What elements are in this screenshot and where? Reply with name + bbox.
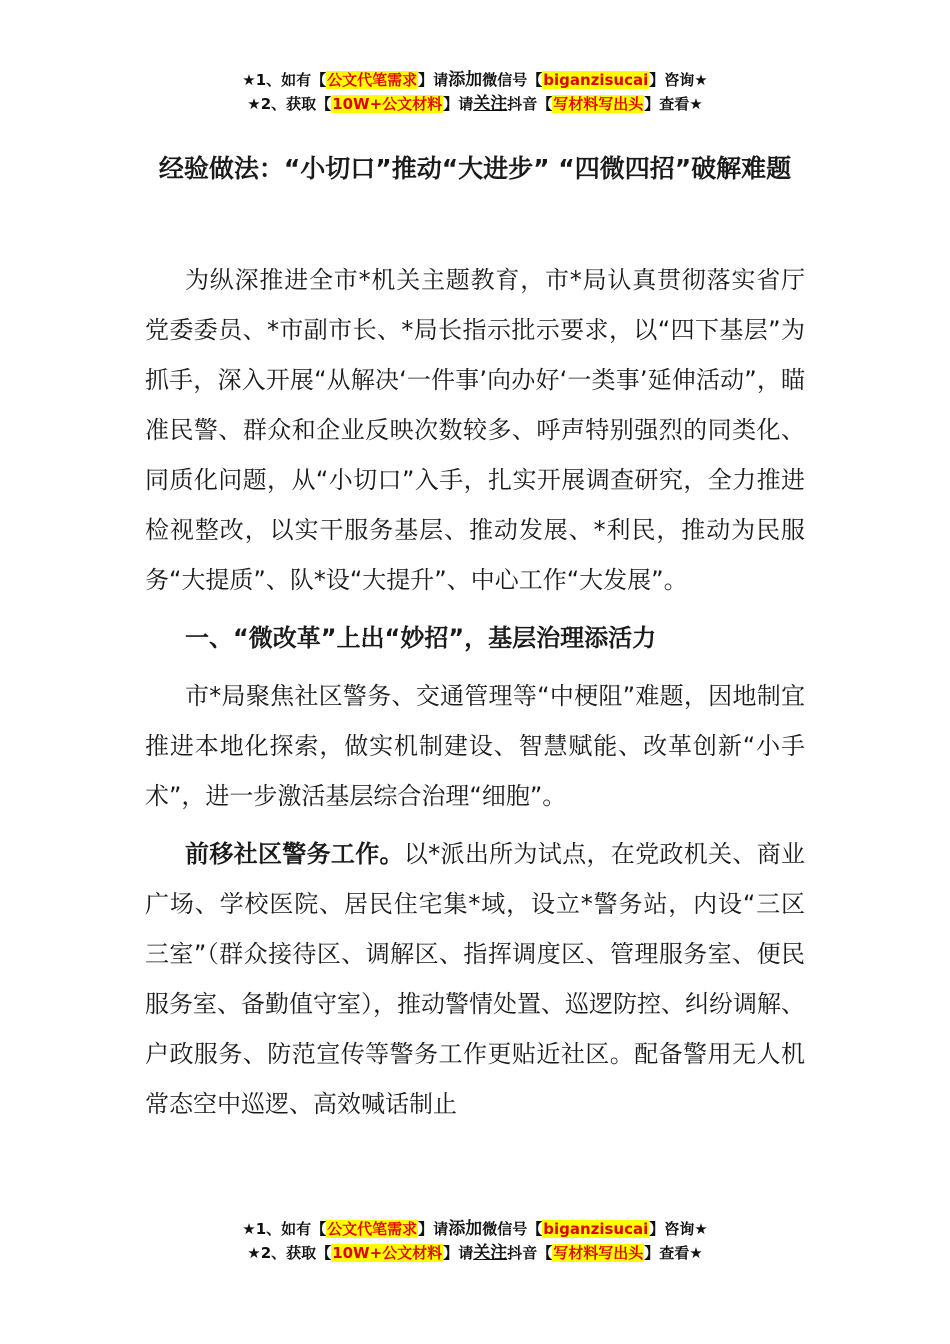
highlight-wechat-id: biganzisucai — [543, 71, 649, 89]
subsection-paragraph — [145, 829, 805, 1129]
promo-text: 】咨询★ — [649, 1220, 708, 1238]
promo-text: 】请 — [418, 1220, 449, 1238]
section-paragraph: 市*局聚焦社区警务、交通管理等“中梗阻”难题，因地制宜推进本地化探索，做实机制建设、智慧赋能、改革创新“小手术”，进一步激活基层综合治理“细胞”。 — [145, 682, 805, 810]
promo-text: ★2、获取【 — [247, 95, 332, 113]
promo-emphasis: 关注 — [473, 1243, 508, 1263]
promo-banner-bottom — [0, 1217, 950, 1265]
highlight-wechat-id: biganzisucai — [543, 1220, 649, 1238]
promo-text: ★1、如有【 — [242, 71, 327, 89]
highlight-materials: 10W+公文材料 — [332, 1244, 443, 1262]
promo-text: 微信号【 — [482, 71, 543, 89]
promo-line-1 — [0, 68, 950, 92]
promo-banner-top — [0, 68, 950, 116]
highlight-service: 公文代笔需求 — [327, 71, 418, 89]
promo-text: 】查看★ — [644, 95, 703, 113]
section-heading: 一、“微改革”上出“妙招”，基层治理添活力 — [185, 624, 657, 652]
promo-text: 抖音【 — [507, 95, 553, 113]
highlight-service: 公文代笔需求 — [327, 1220, 418, 1238]
promo-line-2 — [0, 92, 950, 116]
document-title: 经验做法：“小切口”推动“大进步” “四微四招”破解难题 — [158, 154, 792, 183]
promo-text: 】请 — [418, 71, 449, 89]
promo-text: 】请 — [443, 1244, 474, 1262]
highlight-douyin-account: 写材料写出头 — [553, 1244, 644, 1262]
intro-paragraph: 为纵深推进全市*机关主题教育，市*局认真贯彻落实省厅党委委员、*市副市长、*局长指示批示要求，以“四下基层”为抓手，深入开展“从解决‘一件事’向办好‘一类事’延伸活动”，瞄准民警、群众和企业反映次数较多、呼声特别强烈的同类化、同质化问题，从“小切口”入手，扎实开展调查研究，全力推进检视整改，以实干服务基层、推动发展、*利民，推动为民服务“大提质”、队*设“大提升”、中心工作“大发展”。 — [145, 266, 805, 594]
promo-text: 微信号【 — [482, 1220, 543, 1238]
promo-text: ★2、获取【 — [247, 1244, 332, 1262]
promo-text: 】查看★ — [644, 1244, 703, 1262]
promo-text: 】咨询★ — [649, 71, 708, 89]
promo-line-2 — [0, 1241, 950, 1265]
subsection-lead: 前移社区警务工作。 — [185, 840, 404, 868]
document-body — [145, 255, 805, 1137]
promo-text: 抖音【 — [507, 1244, 553, 1262]
promo-line-1 — [0, 1217, 950, 1241]
promo-text: ★1、如有【 — [242, 1220, 327, 1238]
highlight-materials: 10W+公文材料 — [332, 95, 443, 113]
promo-emphasis: 添加 — [448, 1219, 483, 1239]
subsection-text: 以*派出所为试点，在党政机关、商业广场、学校医院、居民住宅集*域，设立*警务站，内设“三区三室”（群众接待区、调解区、指挥调度区、管理服务室、便民服务室、备勤值守室），推动警情处置、巡逻防控、纠纷调解、户政服务、防范宣传等警务工作更贴近社区。配备警用无人机常态空中巡逻、高效喊话制止 — [145, 840, 806, 1118]
promo-emphasis: 添加 — [448, 70, 483, 90]
highlight-douyin-account: 写材料写出头 — [553, 95, 644, 113]
promo-text: 】请 — [443, 95, 474, 113]
promo-emphasis: 关注 — [473, 94, 508, 114]
